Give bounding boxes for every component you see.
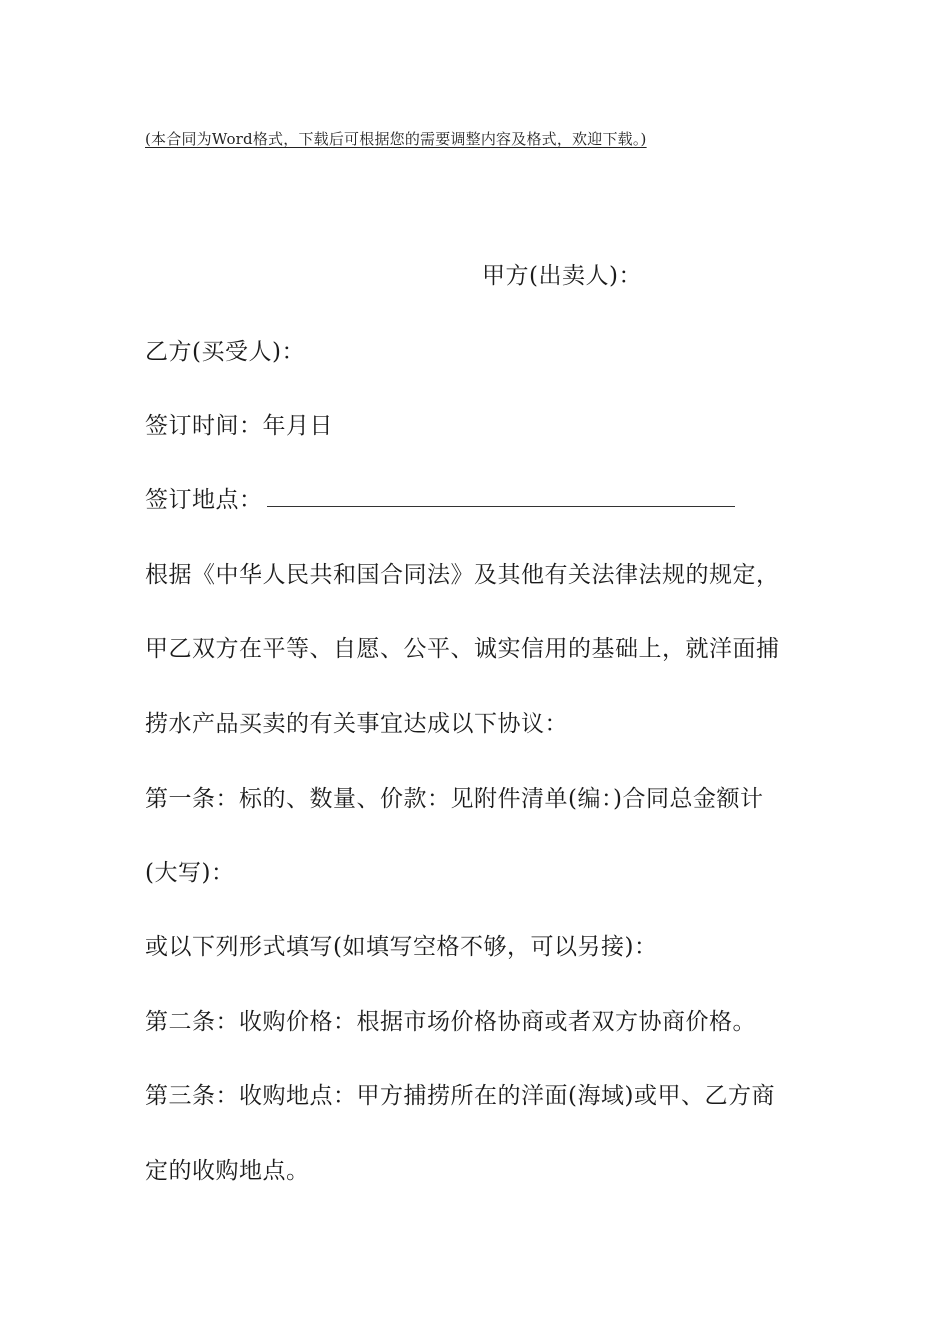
paragraph-line: 捞水产品买卖的有关事宜达成以下协议： [145, 711, 568, 737]
article-2-line: 第二条：收购价格：根据市场价格协商或者双方协商价格。 [145, 1009, 756, 1035]
download-note: (本合同为Word格式，下载后可根据您的需要调整内容及格式，欢迎下载。) [145, 130, 647, 148]
article-3-continued: 定的收购地点。 [145, 1158, 310, 1184]
article-1-line: 第一条：标的、数量、价款：见附件清单(编：)合同总金额计 [145, 786, 764, 812]
party-a-label: 甲方(出卖人)： [482, 263, 642, 289]
sign-place-label: 签订地点： [145, 487, 263, 513]
sign-place-line [145, 485, 735, 515]
sign-place-blank [267, 486, 735, 507]
paragraph-line: 或以下列形式填写(如填写空格不够，可以另接)： [145, 934, 658, 960]
article-1-continued: (大写)： [145, 860, 235, 886]
sign-time-line: 签订时间：年月日 [145, 413, 333, 439]
paragraph-line: 甲乙双方在平等、自愿、公平、诚实信用的基础上，就洋面捕 [145, 636, 780, 662]
party-b-label: 乙方(买受人)： [145, 339, 305, 365]
paragraph-line: 根据《中华人民共和国合同法》及其他有关法律法规的规定， [145, 562, 780, 588]
article-3-line: 第三条：收购地点：甲方捕捞所在的洋面(海域)或甲、乙方商 [145, 1083, 775, 1109]
